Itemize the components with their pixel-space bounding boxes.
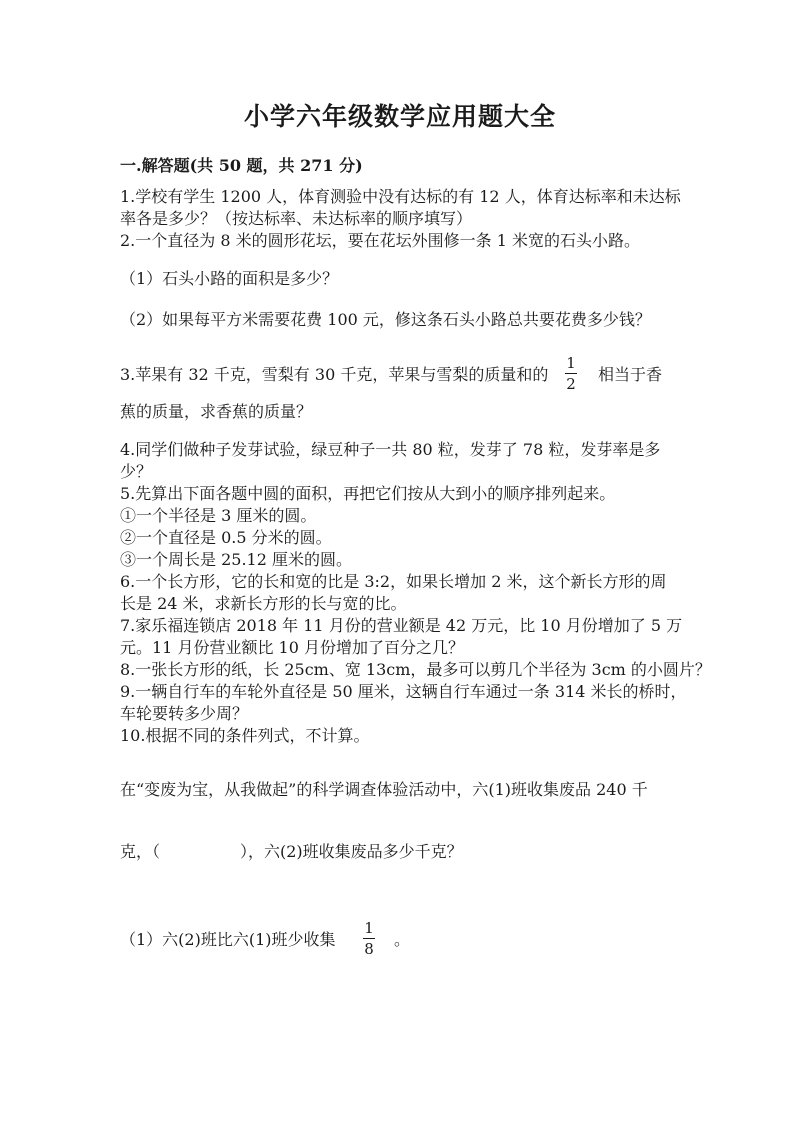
q5-item-1: ①一个半径是 3 厘米的圆。	[120, 506, 317, 525]
q6-line-1: 6.一个长方形，它的长和宽的比是 3:2，如果长增加 2 米，这个新长方形的周	[120, 572, 667, 591]
q8-line: 8.一张长方形的纸，长 25cm、宽 13cm，最多可以剪几个半径为 3cm 的小圆片？	[120, 660, 711, 679]
fraction-denominator: 2	[566, 375, 576, 393]
q4-line-2: 少？	[120, 462, 153, 481]
q7-line-1: 7.家乐福连锁店 2018 年 11 月份的营业额是 42 万元，比 10 月份增加了 5 万	[120, 616, 683, 635]
section-header: 一.解答题(共 50 题，共 271 分)	[120, 156, 363, 175]
q7-line-2: 元。11 月份营业额比 10 月份增加了百分之几？	[120, 638, 464, 657]
q5-item-2: ②一个直径是 0.5 分米的圆。	[120, 528, 332, 547]
q9-line-2: 车轮要转多少周？	[120, 704, 249, 723]
q10-subquestion-1: （1）六(2)班比六(1)班少收集	[120, 930, 336, 949]
q10-line: 10.根据不同的条件列式，不计算。	[120, 726, 370, 745]
q2-subquestion-1: （1）石头小路的面积是多少？	[120, 269, 339, 288]
q3-line-1: 3.苹果有 32 千克，雪梨有 30 千克，苹果与雪梨的质量和的	[120, 365, 549, 384]
q5-item-3: ③一个周长是 25.12 厘米的圆。	[120, 550, 352, 569]
q3-line-1-tail: 相当于香	[598, 365, 663, 384]
q4-line-1: 4.同学们做种子发芽试验，绿豆种子一共 80 粒，发芽了 78 粒，发芽率是多	[120, 440, 661, 459]
q3-line-2: 蕉的质量，求香蕉的质量？	[120, 402, 313, 421]
fraction-one-half	[565, 354, 577, 393]
fraction-bar	[565, 373, 577, 374]
q10-context-line-1: 在“变废为宝，从我做起”的科学调查体验活动中，六(1)班收集废品 240 千	[120, 780, 648, 799]
q1-line-1: 1.学校有学生 1200 人，体育测验中没有达标的有 12 人，体育达标率和未达标	[120, 187, 681, 206]
fraction-bar	[363, 938, 375, 939]
q1-line-2: 率各是多少？（按达标率、未达标率的顺序填写）	[120, 209, 473, 228]
fraction-numerator: 1	[566, 354, 576, 372]
page-title: 小学六年级数学应用题大全	[243, 102, 556, 131]
q2-line: 2.一个直径为 8 米的圆形花坛，要在花坛外围修一条 1 米宽的石头小路。	[120, 231, 640, 250]
fraction-one-eighth	[363, 919, 375, 958]
q10-subquestion-1-tail: 。	[394, 930, 411, 949]
q2-subquestion-2: （2）如果每平方米需要花费 100 元，修这条石头小路总共要花费多少钱？	[120, 310, 651, 329]
q5-line: 5.先算出下面各题中圆的面积，再把它们按从大到小的顺序排列起来。	[120, 484, 616, 503]
q9-line-1: 9.一辆自行车的车轮外直径是 50 厘米，这辆自行车通过一条 314 米长的桥时，	[120, 682, 687, 701]
fraction-denominator: 8	[364, 940, 374, 958]
q6-line-2: 长是 24 米，求新长方形的长与宽的比。	[120, 594, 407, 613]
fraction-numerator: 1	[364, 919, 374, 937]
q10-context-line-2: 克，（ ），六(2)班收集废品多少千克？	[120, 842, 463, 861]
